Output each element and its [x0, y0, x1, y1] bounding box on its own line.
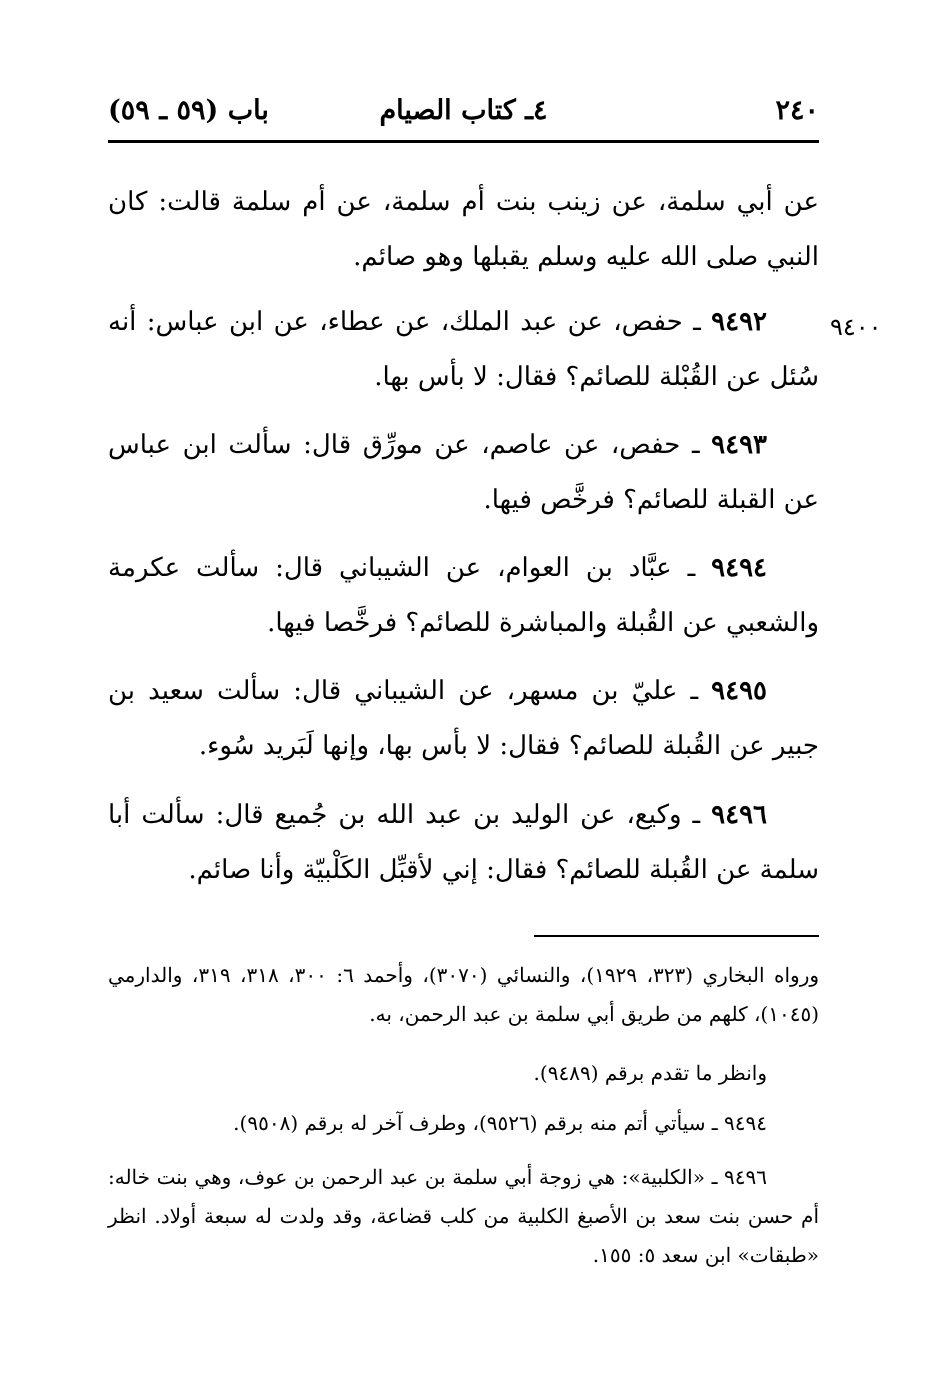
hadith-text: ـ حفص، عن عبد الملك، عن عطاء، عن ابن عباس: أنه سُئل عن القُبْلة للصائم؟ فقال: لا بأس بها. [108, 307, 819, 392]
footnote-divider [534, 935, 819, 937]
hadith-text: ـ عليّ بن مسهر، عن الشيباني قال: سألت سعيد بن جبير عن القُبلة للصائم؟ فقال: لا بأس بها، وإنها لَبَريد سُوء. [108, 676, 819, 761]
running-header [108, 88, 819, 132]
footnote-9494 [108, 1104, 819, 1143]
hadith-9496 [108, 788, 819, 898]
hadith-number: ٩٤٩٢ [711, 307, 767, 337]
hadith-9495 [108, 664, 819, 774]
hadith-text: ـ حفص، عن عاصم، عن مورِّق قال: سألت ابن عباس عن القبلة للصائم؟ فرخَّص فيها. [108, 430, 819, 515]
hadith-text: ـ وكيع، عن الوليد بن عبد الله بن جُميع قال: سألت أبا سلمة عن القُبلة للصائم؟ فقال: إني لأقبِّل الكَلْبيّة وأنا صائم. [108, 800, 819, 885]
book-title: ٤ـ كتاب الصيام [379, 95, 548, 126]
page-number: ٢٤٠ [775, 95, 819, 126]
footnote-see-also [108, 1054, 819, 1093]
footnote-text: ٩٤٩٦ ـ «الكلبية»: هي زوجة أبي سلمة بن عبد الرحمن بن عوف، وهي بنت خاله: أم حسن بنت سعد بن الأصبغ الكلبية من كلب قضاعة، وقد ولدت له سبعة أولاد. انظر «طبقات» ابن سعد ٥: ١٥٥. [108, 1165, 820, 1267]
paragraph-text: عن أبي سلمة، عن زينب بنت أم سلمة، عن أم سلمة قالت: كان النبي صلى الله عليه وسلم يقبلها وهو صائم. [108, 187, 819, 272]
hadith-9492 [108, 295, 819, 405]
footnote-takhrij [108, 956, 819, 1034]
hadith-number: ٩٤٩٣ [711, 430, 767, 460]
footnote-text: ٩٤٩٤ ـ سيأتي أتم منه برقم (٩٥٢٦)، وطرف آخر له برقم (٩٥٠٨). [233, 1111, 767, 1135]
hadith-text: ـ عبَّاد بن العوام، عن الشيباني قال: سألت عكرمة والشعبي عن القُبلة والمباشرة للصائم؟ فرخَّصا فيها. [108, 553, 819, 638]
margin-reference-number: ٩٤٠٠ [830, 313, 882, 341]
hadith-number: ٩٤٩٦ [711, 800, 768, 830]
hadith-number: ٩٤٩٥ [711, 676, 768, 706]
footnote-text: وانظر ما تقدم برقم (٩٤٨٩). [533, 1061, 767, 1085]
hadith-number: ٩٤٩٤ [711, 553, 767, 583]
footnote-text: ورواه البخاري (٣٢٣، ١٩٢٩)، والنسائي (٣٠٧٠)، وأحمد ٦: ٣٠٠، ٣١٨، ٣١٩، والدارمي (١٠٤٥)، كلهم من طريق أبي سلمة بن عبد الرحمن، به. [108, 963, 820, 1026]
chapter-label: باب (٥٩ ـ ٥٩) [108, 95, 269, 126]
header-divider [108, 140, 819, 143]
hadith-9493 [108, 418, 819, 528]
paragraph-continuation [108, 175, 819, 285]
footnote-9496 [108, 1158, 819, 1275]
hadith-9494 [108, 541, 819, 651]
